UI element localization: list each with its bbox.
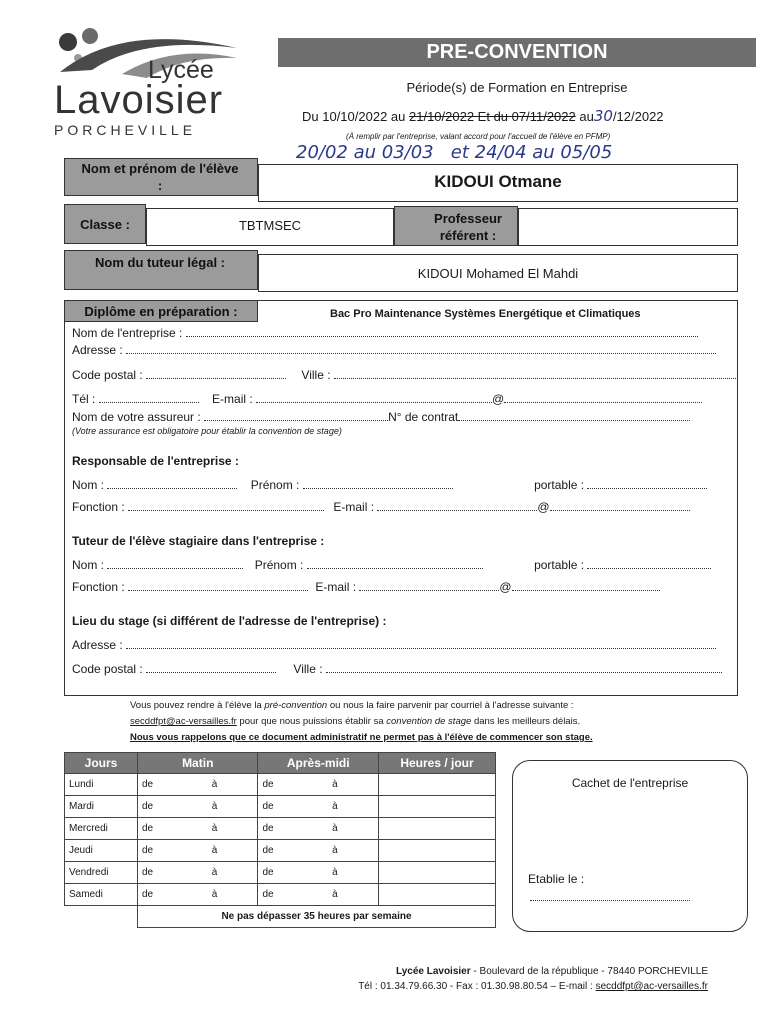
stamp-date-dots bbox=[530, 890, 690, 901]
hours-per-day[interactable] bbox=[379, 862, 496, 884]
company-tel-dots bbox=[99, 392, 199, 403]
company-name-dots bbox=[186, 326, 698, 337]
company-email-at: @ bbox=[492, 392, 505, 406]
footer-school: Lycée Lavoisier bbox=[395, 966, 471, 977]
morning-to[interactable]: à bbox=[208, 840, 258, 862]
company-postal-row[interactable] bbox=[72, 368, 732, 382]
company-insurer-dots bbox=[204, 410, 388, 421]
footer-line2 bbox=[330, 979, 708, 994]
schedule-row bbox=[65, 796, 496, 818]
schedule-header-row bbox=[65, 753, 496, 774]
company-postal-dots bbox=[146, 368, 286, 379]
company-tutor-portable-dots bbox=[587, 558, 711, 569]
manager-name-row[interactable] bbox=[72, 478, 732, 492]
header-matin: Matin bbox=[138, 753, 258, 774]
hours-per-day[interactable] bbox=[379, 884, 496, 906]
manager-fonction-label: Fonction : bbox=[72, 500, 125, 514]
morning-from[interactable]: de bbox=[138, 884, 208, 906]
stamp-date-row[interactable] bbox=[528, 872, 584, 886]
schedule-day: Mercredi bbox=[65, 818, 138, 840]
stamp-etablie-label: Etablie le : bbox=[528, 872, 585, 886]
header-jours: Jours bbox=[65, 753, 138, 774]
logo-line2: Lavoisier bbox=[54, 78, 224, 122]
manager-title: Responsable de l'entreprise : bbox=[72, 454, 239, 468]
logo-line1: Lycée bbox=[148, 56, 214, 84]
schedule-day: Samedi bbox=[65, 884, 138, 906]
location-title: Lieu du stage (si différent de l'adresse de l'entreprise) : bbox=[72, 614, 387, 628]
schedule-day: Vendredi bbox=[65, 862, 138, 884]
company-contract-dots bbox=[458, 410, 690, 421]
manager-portable-label: portable : bbox=[534, 478, 585, 492]
teacher-field[interactable] bbox=[518, 208, 738, 246]
company-city-dots bbox=[334, 368, 736, 379]
location-address-label: Adresse : bbox=[72, 638, 123, 652]
morning-from[interactable]: de bbox=[138, 862, 208, 884]
manager-function-row[interactable] bbox=[72, 500, 732, 514]
manager-prenom-label: Prénom : bbox=[250, 478, 300, 492]
company-email-dots bbox=[256, 392, 492, 403]
student-name-label: Nom et prénom de l'élève : bbox=[81, 161, 239, 193]
schedule-row bbox=[65, 862, 496, 884]
company-tutor-nom-label: Nom : bbox=[72, 558, 105, 572]
afternoon-from[interactable]: de bbox=[258, 862, 328, 884]
company-insurer-row[interactable] bbox=[72, 410, 732, 424]
school-logo bbox=[52, 22, 242, 140]
company-tutor-function-row[interactable] bbox=[72, 580, 732, 594]
manager-fonction-dots bbox=[128, 500, 324, 511]
period-mid: au bbox=[579, 109, 594, 124]
handwritten-dates: 20/02 au 03/03 et 24/04 au 05/05 bbox=[296, 142, 613, 163]
page-title: PRE-CONVENTION bbox=[426, 41, 608, 63]
schedule-row bbox=[65, 774, 496, 796]
logo-line3: PORCHEVILLE bbox=[54, 122, 197, 138]
header-note: (À remplir par l'entreprise, valant accord pour l'accueil de l'élève en PFMP) bbox=[346, 132, 611, 141]
manager-portable-dots bbox=[587, 478, 707, 489]
company-postal-label: Code postal : bbox=[72, 368, 143, 382]
insurance-note: (Votre assurance est obligatoire pour établir la convention de stage) bbox=[72, 426, 342, 436]
manager-email-domain-dots bbox=[550, 500, 690, 511]
diploma-label: Diplôme en préparation : bbox=[84, 304, 238, 319]
period-struck: 21/10/2022 Et du 07/11/2022 bbox=[409, 109, 576, 124]
legal-tutor-label: Nom du tuteur légal : bbox=[95, 255, 225, 270]
morning-from[interactable]: de bbox=[138, 818, 208, 840]
afternoon-from[interactable]: de bbox=[258, 884, 328, 906]
company-tutor-prenom-label: Prénom : bbox=[254, 558, 304, 572]
info-email-link[interactable]: secddfpt@ac-versailles.fr bbox=[130, 716, 237, 727]
manager-email-label: E-mail : bbox=[333, 500, 375, 514]
info-line1-b: ou nous la faire parvenir par courriel à l'adresse suivante : bbox=[327, 700, 574, 711]
morning-to[interactable]: à bbox=[208, 774, 258, 796]
header-heures: Heures / jour bbox=[379, 753, 496, 774]
company-tutor-fonction-dots bbox=[128, 580, 308, 591]
manager-email-at: @ bbox=[537, 500, 550, 514]
info-line2 bbox=[130, 714, 650, 730]
info-line1-a: Vous pouvez rendre à l'élève la bbox=[130, 700, 265, 711]
company-address-row[interactable] bbox=[72, 343, 732, 357]
manager-nom-label: Nom : bbox=[72, 478, 105, 492]
location-address-dots bbox=[126, 638, 716, 649]
page-subtitle: Période(s) de Formation en Entreprise bbox=[406, 80, 628, 95]
hours-per-day[interactable] bbox=[379, 840, 496, 862]
afternoon-from[interactable]: de bbox=[258, 774, 328, 796]
footer-line1 bbox=[330, 964, 708, 979]
info-line1-em: pré-convention bbox=[264, 700, 328, 711]
hours-per-day[interactable] bbox=[379, 774, 496, 796]
company-insurer-label: Nom de votre assureur : bbox=[72, 410, 201, 424]
company-tutor-email-dots bbox=[359, 580, 499, 591]
company-tutor-nom-dots bbox=[107, 558, 243, 569]
location-city-label: Ville : bbox=[293, 662, 323, 676]
schedule-day: Lundi bbox=[65, 774, 138, 796]
schedule-table bbox=[64, 752, 496, 928]
afternoon-to[interactable]: à bbox=[328, 884, 378, 906]
company-email-domain-dots bbox=[504, 392, 702, 403]
afternoon-to[interactable]: à bbox=[328, 796, 378, 818]
company-tutor-title: Tuteur de l'élève stagiaire dans l'entreprise : bbox=[72, 534, 325, 548]
location-city-dots bbox=[326, 662, 722, 673]
location-postal-row[interactable] bbox=[72, 662, 732, 676]
diploma-value: Bac Pro Maintenance Systèmes Energétique et Climatiques bbox=[330, 308, 641, 320]
afternoon-to[interactable]: à bbox=[328, 840, 378, 862]
header-apres-midi: Après-midi bbox=[258, 753, 379, 774]
company-address-dots bbox=[126, 343, 716, 354]
manager-prenom-dots bbox=[303, 478, 453, 489]
company-name-label: Nom de l'entreprise : bbox=[72, 326, 183, 340]
company-email-label: E-mail : bbox=[212, 392, 253, 406]
manager-nom-dots bbox=[107, 478, 237, 489]
location-postal-dots bbox=[146, 662, 276, 673]
company-tutor-name-row[interactable] bbox=[72, 558, 732, 572]
company-tutor-email-domain-dots bbox=[512, 580, 660, 591]
company-contract-label: N° de contrat bbox=[388, 410, 459, 424]
afternoon-to[interactable]: à bbox=[328, 774, 378, 796]
info-line1 bbox=[130, 698, 650, 714]
company-tutor-fonction-label: Fonction : bbox=[72, 580, 125, 594]
stamp-title: Cachet de l'entreprise bbox=[571, 776, 689, 790]
info-text bbox=[130, 698, 650, 746]
period-line bbox=[302, 107, 664, 125]
schedule-day: Jeudi bbox=[65, 840, 138, 862]
info-line2-em: convention de stage bbox=[386, 716, 472, 727]
morning-from[interactable]: de bbox=[138, 796, 208, 818]
morning-to[interactable]: à bbox=[208, 796, 258, 818]
student-name-value: KIDOUI Otmane bbox=[434, 172, 562, 191]
period-prefix: Du 10/10/2022 au bbox=[302, 109, 406, 124]
company-tutor-prenom-dots bbox=[307, 558, 483, 569]
company-tutor-portable-label: portable : bbox=[534, 558, 585, 572]
info-line2-b: dans les meilleurs délais. bbox=[471, 716, 581, 727]
company-form-box bbox=[64, 300, 738, 696]
morning-to[interactable]: à bbox=[208, 862, 258, 884]
afternoon-from[interactable]: de bbox=[258, 840, 328, 862]
location-postal-label: Code postal : bbox=[72, 662, 143, 676]
company-name-row[interactable] bbox=[72, 326, 732, 340]
schedule-footer-note: Ne pas dépasser 35 heures par semaine bbox=[138, 906, 496, 928]
afternoon-from[interactable]: de bbox=[258, 796, 328, 818]
company-tutor-email-at: @ bbox=[499, 580, 512, 594]
company-address-label: Adresse : bbox=[72, 343, 123, 357]
hours-per-day[interactable] bbox=[379, 796, 496, 818]
info-line2-a: pour que nous puissions établir sa bbox=[236, 716, 387, 727]
period-end: /12/2022 bbox=[612, 109, 664, 124]
period-hand: 30 bbox=[593, 107, 613, 125]
hours-per-day[interactable] bbox=[379, 818, 496, 840]
class-label: Classe : bbox=[80, 217, 130, 232]
footer-contact: Tél : 01.34.79.66.30 - Fax : 01.30.98.80.54 – E-mail : bbox=[358, 981, 596, 992]
company-city-label: Ville : bbox=[301, 368, 331, 382]
class-value: TBTMSEC bbox=[238, 218, 302, 233]
morning-from[interactable]: de bbox=[138, 840, 208, 862]
morning-from[interactable]: de bbox=[138, 774, 208, 796]
morning-to[interactable]: à bbox=[208, 884, 258, 906]
afternoon-to[interactable]: à bbox=[328, 862, 378, 884]
company-tutor-email-label: E-mail : bbox=[315, 580, 357, 594]
schedule-footer-row bbox=[65, 906, 496, 928]
schedule-day: Mardi bbox=[65, 796, 138, 818]
manager-email-dots bbox=[377, 500, 537, 511]
footer-street: - Boulevard de la république - 78440 PORCHEVILLE bbox=[470, 966, 708, 977]
teacher-label: Professeur référent : bbox=[434, 211, 502, 243]
company-tel-label: Tél : bbox=[72, 392, 96, 406]
morning-to[interactable]: à bbox=[208, 818, 258, 840]
company-tel-row[interactable] bbox=[72, 392, 732, 406]
footer-address bbox=[330, 964, 708, 994]
legal-tutor-value: KIDOUI Mohamed El Mahdi bbox=[417, 266, 579, 281]
schedule-row bbox=[65, 884, 496, 906]
schedule-row bbox=[65, 840, 496, 862]
schedule-footer-blank bbox=[65, 906, 138, 928]
afternoon-to[interactable]: à bbox=[328, 818, 378, 840]
info-line3: Nous vous rappelons que ce document administratif ne permet pas à l'élève de commencer son stage. bbox=[130, 732, 593, 743]
footer-email-link[interactable]: secddfpt@ac-versailles.fr bbox=[595, 981, 708, 992]
afternoon-from[interactable]: de bbox=[258, 818, 328, 840]
schedule-row bbox=[65, 818, 496, 840]
location-address-row[interactable] bbox=[72, 638, 732, 652]
